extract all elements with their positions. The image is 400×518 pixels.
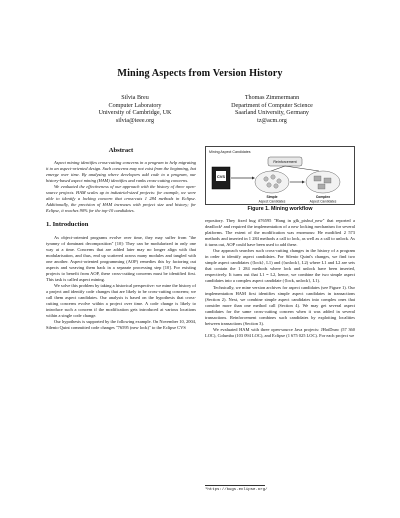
arrow-reinforce-complex [285,166,319,171]
candidate-node [318,184,325,189]
abstract-paragraph: We evaluated the effectiveness of our approach with the history of three open-source projects. HAM scales up to industrial-sized projects: for example, we were able to identify a locking concern that cross-cuts 1 284 methods in Eclipse. Additionally, the precision of HAM increases with project size and history; for Eclipse, it reaches 90% for the top-10 candidates. [46,184,196,214]
candidate-node [271,175,275,179]
complex-sub-label: Aspect Candidates [309,199,337,204]
simple-candidates-cluster [255,171,289,193]
author-affiliation: Computer Laboratory [108,102,162,109]
figure-mining-workflow [205,146,355,216]
diagram-header: Mining Aspect Candidates [209,150,251,154]
figure-frame [205,146,355,205]
candidate-node [314,176,321,181]
left-column [46,148,196,331]
body-paragraph: We solve this problem by taking a historical perspective: we mine the history of a project and identify code changes that are likely to be cross-cutting concerns; we call them aspect candidates. Our analysis is based on the hypothesis that cross-cutting concerns evolve within a project over time. A code change is likely to introduce such a concern if the modification gets introduced at various locations within a single code change. [46,282,196,319]
simple-label: Simple [266,195,278,199]
candidate-node [277,179,281,183]
abstract-heading: Abstract [108,147,134,154]
author-email: tz@acm.org [257,117,287,124]
candidate-node [324,178,331,183]
author-email: silvia@ieee.org [115,117,155,124]
body-paragraph: As object-oriented programs evolve over time, they may suffer from "the tyranny of dominant decomposition" [10]: They can be modularized in only one way at a time. Concerns that are added later may no longer align with that modularisation, and thus, end up scattered across many modules and tangled with one another. Aspect-oriented programming (AOP) remedies this by factoring out aspects and weaving them back in a separate processing step [10]. For existing projects to benefit from AOP, these cross-cutting concerns must be identified first. This task is called aspect mining. [46,234,196,282]
body-paragraph: repository. They fixed bug #76595 "Hang in gfk_pixbuf_new" that reported a deadlock¹ and required the implementation of a new locking mechanism for several platforms. The extent of the modification was enormous: He modified 2 573 methods and inserted in 1 284 methods a call to lock, as well as a call to unlock. As it turns out, AOP could have been used to add these. [205,218,355,248]
body-paragraph: Our hypothesis is supported by the following example. On November 10, 2004, Silenio Quint committed code changes "76595 (new lock)" to the Eclipse CVS [46,319,196,331]
paper-title: Mining Aspects from Version History [117,68,283,79]
author-name: Thomas Zimmermann [244,95,300,101]
arrowhead [252,177,255,180]
candidate-node [274,184,278,188]
complex-label: Complex [315,195,331,199]
simple-sub-label: Aspect Candidates [258,199,286,204]
author-affiliation: Saarland University, Germany [235,110,309,117]
cvs-label: CVS [216,174,226,179]
body-paragraph: We evaluated HAM with three open-source Java projects: JHotDraw (57 360 LOC), Columba (103 094 LOC), and Eclipse (1 675 025 LOC). For each project we [205,326,355,338]
complex-candidates-cluster [306,171,340,193]
workflow-diagram [206,147,356,206]
figure-caption: Figure 1. Mining workflow [247,206,313,212]
right-column [205,218,355,339]
candidate-node [264,177,268,181]
author-name: Silvia Breu [121,95,149,101]
body-paragraph: Technically, we mine version archives for aspect candidates (see Figure 1). Our implementation HAM first identifies simple aspect candidates in transactions (Section 2). Next, we combine simple aspect candidates into complex ones that consider more than one method call (Section 4). We may get several aspect candidates for the same cross-cutting concern when it was added in several transactions. Reinforcement combines such candidates by exploiting localities between transactions (Section 3). [205,284,355,326]
body-paragraph: Our approach searches such cross-cutting changes in the history of a program in order to identify aspect candidates. For Silenio Quint's changes, we find two simple aspect candidates ({lock}, L1) and ({unlock}, L2) where L1 and L2 are sets that contain the 1 284 methods where lock and unlock have been inserted, respectively. It turns out that L1 = L2, hence, we combine the two simple aspect candidates into a complex aspect candidate ({lock, unlock}, L1). [205,248,355,284]
arrow-reinforce-simple [271,166,285,171]
author-affiliation: University of Cambridge, UK [98,110,172,117]
author-block-zimmermann [187,95,357,125]
footnote-rule [205,485,265,486]
candidate-node [267,183,271,187]
reinforcement-label: Reinforcement [273,160,297,164]
footnote: ¹https://bugs.eclipse.org/ [205,488,268,492]
section-heading-introduction: 1. Introduction [46,221,89,229]
author-affiliation: Department of Computer Science [231,102,313,109]
arrowhead [302,181,305,184]
abstract-paragraph: Aspect mining identifies cross-cutting concerns in a program to help migrating it to an aspect-oriented design. Such concerns may not exist from the beginning, but emerge over time. By analysing where developers add code to a program, our history-based aspect mining (HAM) identifies and ranks cross-cutting concerns. [46,160,196,184]
